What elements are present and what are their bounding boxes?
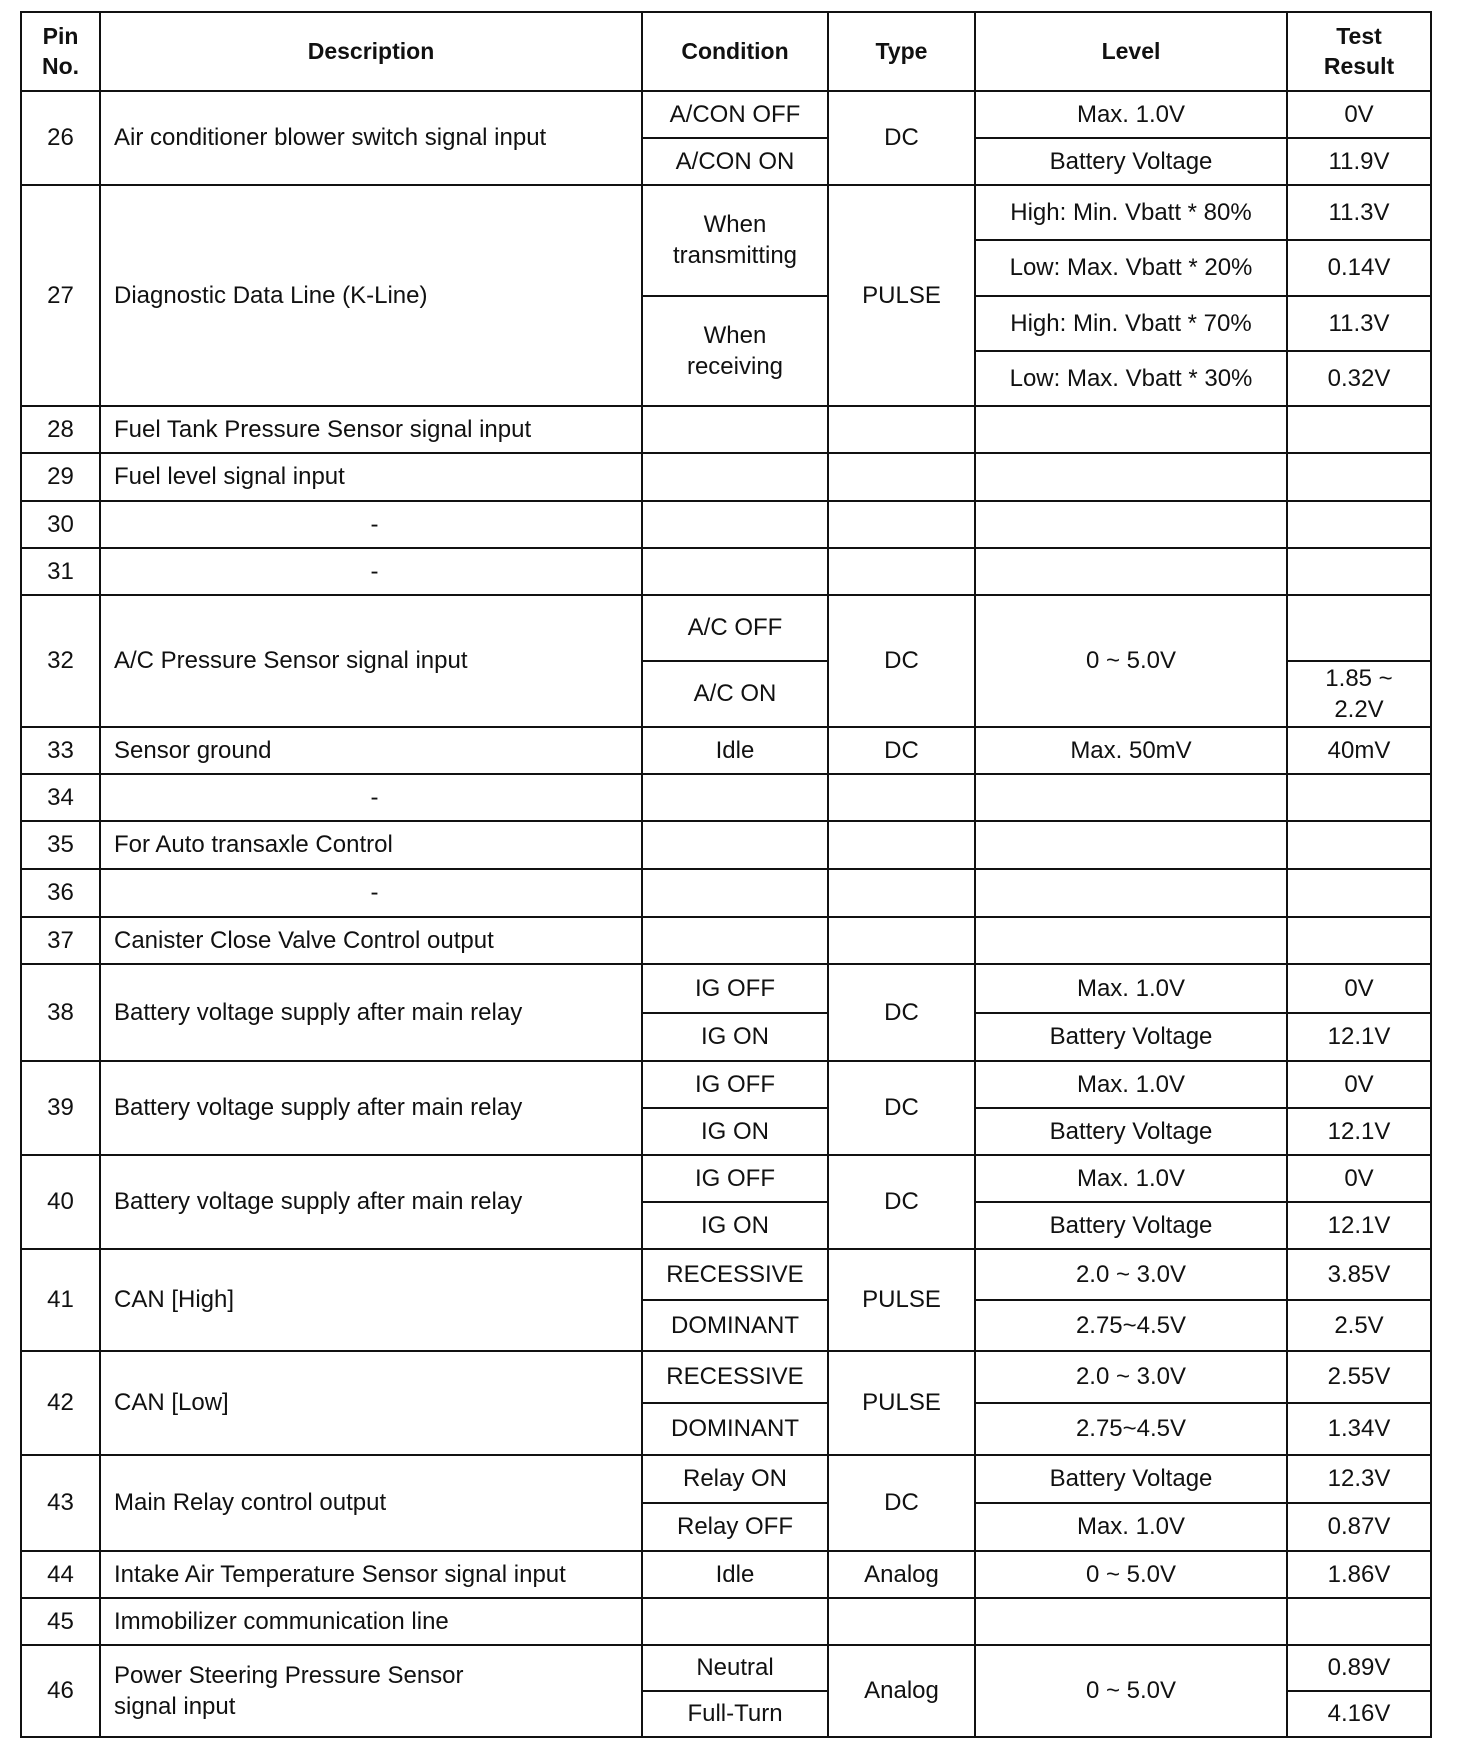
- pin-number: 32: [21, 595, 100, 727]
- condition: RECESSIVE: [642, 1249, 828, 1300]
- test-result: 1.86V: [1287, 1551, 1431, 1598]
- test-result: 4.16V: [1287, 1691, 1431, 1737]
- header-description: Description: [100, 12, 642, 91]
- pin-number: 44: [21, 1551, 100, 1598]
- level: [975, 453, 1287, 501]
- pin-number: 37: [21, 917, 100, 964]
- condition: [642, 548, 828, 595]
- pin-number: 27: [21, 185, 100, 406]
- level: Max. 1.0V: [975, 1503, 1287, 1551]
- condition: DOMINANT: [642, 1300, 828, 1351]
- condition: When receiving: [642, 296, 828, 407]
- test-result: 11.9V: [1287, 138, 1431, 185]
- condition: [642, 453, 828, 501]
- description: Canister Close Valve Control output: [100, 917, 642, 964]
- header-pin: Pin No.: [21, 12, 100, 91]
- type: DC: [828, 727, 975, 774]
- condition: When transmitting: [642, 185, 828, 296]
- description: Air conditioner blower switch signal input: [100, 91, 642, 185]
- table-row: [21, 964, 1431, 1013]
- table-row: [21, 1455, 1431, 1503]
- test-result: [1287, 595, 1431, 661]
- description: Immobilizer communication line: [100, 1598, 642, 1645]
- condition: IG OFF: [642, 1061, 828, 1108]
- test-result: [1287, 406, 1431, 453]
- type: [828, 917, 975, 964]
- table-row: [21, 1351, 1431, 1403]
- level: 0 ~ 5.0V: [975, 595, 1287, 727]
- test-result: 12.1V: [1287, 1013, 1431, 1062]
- test-result: [1287, 869, 1431, 917]
- description: Power Steering Pressure Sensor signal input: [100, 1645, 642, 1737]
- level: Battery Voltage: [975, 1013, 1287, 1062]
- condition: IG ON: [642, 1108, 828, 1155]
- type: DC: [828, 1061, 975, 1155]
- test-result: 2.55V: [1287, 1351, 1431, 1403]
- test-result: 40mV: [1287, 727, 1431, 774]
- table-row: [21, 774, 1431, 821]
- level: High: Min. Vbatt * 70%: [975, 296, 1287, 351]
- test-result: 0V: [1287, 964, 1431, 1013]
- level: 2.0 ~ 3.0V: [975, 1351, 1287, 1403]
- header-result: Test Result: [1287, 12, 1431, 91]
- type: DC: [828, 595, 975, 727]
- table-row: [21, 501, 1431, 548]
- table-row: [21, 1551, 1431, 1598]
- description: For Auto transaxle Control: [100, 821, 642, 869]
- table-row: [21, 917, 1431, 964]
- table-row: [21, 1155, 1431, 1202]
- test-result: 0.32V: [1287, 351, 1431, 406]
- level: 2.75~4.5V: [975, 1300, 1287, 1351]
- condition: Relay OFF: [642, 1503, 828, 1551]
- level: Max. 50mV: [975, 727, 1287, 774]
- condition: A/CON ON: [642, 138, 828, 185]
- description: Sensor ground: [100, 727, 642, 774]
- pin-test-table: [20, 11, 1432, 1738]
- pin-number: 29: [21, 453, 100, 501]
- test-result: 0V: [1287, 1061, 1431, 1108]
- condition: Idle: [642, 1551, 828, 1598]
- level: Max. 1.0V: [975, 964, 1287, 1013]
- type: Analog: [828, 1645, 975, 1737]
- level: [975, 774, 1287, 821]
- pin-number: 41: [21, 1249, 100, 1351]
- table-row: [21, 1598, 1431, 1645]
- condition: [642, 1598, 828, 1645]
- pin-number: 28: [21, 406, 100, 453]
- table-row: [21, 406, 1431, 453]
- type: Analog: [828, 1551, 975, 1598]
- test-result: [1287, 501, 1431, 548]
- test-result: 0.14V: [1287, 240, 1431, 295]
- level: Max. 1.0V: [975, 91, 1287, 138]
- test-result: [1287, 917, 1431, 964]
- test-result: 12.1V: [1287, 1202, 1431, 1249]
- table-row: [21, 548, 1431, 595]
- level: [975, 917, 1287, 964]
- level: High: Min. Vbatt * 80%: [975, 185, 1287, 240]
- table-row: [21, 595, 1431, 661]
- test-result: 0V: [1287, 1155, 1431, 1202]
- table-body: [21, 91, 1431, 1737]
- table-row: [21, 1249, 1431, 1300]
- level: [975, 501, 1287, 548]
- condition: [642, 406, 828, 453]
- type: [828, 501, 975, 548]
- pin-number: 42: [21, 1351, 100, 1455]
- pin-number: 45: [21, 1598, 100, 1645]
- pin-number: 30: [21, 501, 100, 548]
- pin-number: 35: [21, 821, 100, 869]
- level: 2.75~4.5V: [975, 1403, 1287, 1455]
- condition: RECESSIVE: [642, 1351, 828, 1403]
- header-condition: Condition: [642, 12, 828, 91]
- test-result: [1287, 774, 1431, 821]
- description: -: [100, 869, 642, 917]
- type: [828, 406, 975, 453]
- description: Battery voltage supply after main relay: [100, 964, 642, 1061]
- type: [828, 548, 975, 595]
- description: CAN [Low]: [100, 1351, 642, 1455]
- table-row: [21, 727, 1431, 774]
- condition: A/C ON: [642, 661, 828, 727]
- test-result: 11.3V: [1287, 185, 1431, 240]
- level: [975, 1598, 1287, 1645]
- type: DC: [828, 1455, 975, 1551]
- condition: Neutral: [642, 1645, 828, 1691]
- level: Max. 1.0V: [975, 1061, 1287, 1108]
- level: 2.0 ~ 3.0V: [975, 1249, 1287, 1300]
- header-row: [21, 12, 1431, 91]
- description: Fuel Tank Pressure Sensor signal input: [100, 406, 642, 453]
- table-row: [21, 91, 1431, 138]
- table-row: [21, 185, 1431, 240]
- test-result: 12.1V: [1287, 1108, 1431, 1155]
- test-result: 1.34V: [1287, 1403, 1431, 1455]
- description: Battery voltage supply after main relay: [100, 1061, 642, 1155]
- level: [975, 406, 1287, 453]
- type: [828, 869, 975, 917]
- level: Battery Voltage: [975, 1455, 1287, 1503]
- test-result: 0V: [1287, 91, 1431, 138]
- pin-number: 40: [21, 1155, 100, 1249]
- table-row: [21, 821, 1431, 869]
- condition: Full-Turn: [642, 1691, 828, 1737]
- test-result: 3.85V: [1287, 1249, 1431, 1300]
- header-type: Type: [828, 12, 975, 91]
- type: PULSE: [828, 1249, 975, 1351]
- condition: IG ON: [642, 1202, 828, 1249]
- description: CAN [High]: [100, 1249, 642, 1351]
- level: Battery Voltage: [975, 1202, 1287, 1249]
- condition: Relay ON: [642, 1455, 828, 1503]
- type: DC: [828, 91, 975, 185]
- level: 0 ~ 5.0V: [975, 1645, 1287, 1737]
- test-result: [1287, 548, 1431, 595]
- type: PULSE: [828, 1351, 975, 1455]
- condition: IG OFF: [642, 964, 828, 1013]
- description: -: [100, 774, 642, 821]
- test-result: 0.89V: [1287, 1645, 1431, 1691]
- description: -: [100, 548, 642, 595]
- pin-number: 34: [21, 774, 100, 821]
- type: PULSE: [828, 185, 975, 406]
- description: Intake Air Temperature Sensor signal input: [100, 1551, 642, 1598]
- pin-number: 46: [21, 1645, 100, 1737]
- pin-number: 33: [21, 727, 100, 774]
- condition: [642, 774, 828, 821]
- type: [828, 1598, 975, 1645]
- pin-number: 43: [21, 1455, 100, 1551]
- test-result: 0.87V: [1287, 1503, 1431, 1551]
- test-result: 11.3V: [1287, 296, 1431, 351]
- condition: A/C OFF: [642, 595, 828, 661]
- condition: DOMINANT: [642, 1403, 828, 1455]
- test-result: [1287, 453, 1431, 501]
- condition: A/CON OFF: [642, 91, 828, 138]
- pin-number: 26: [21, 91, 100, 185]
- test-result: [1287, 821, 1431, 869]
- description: A/C Pressure Sensor signal input: [100, 595, 642, 727]
- table-row: [21, 1645, 1431, 1691]
- condition: Idle: [642, 727, 828, 774]
- condition: [642, 501, 828, 548]
- test-result: 1.85 ~ 2.2V: [1287, 661, 1431, 727]
- pin-number: 38: [21, 964, 100, 1061]
- description: -: [100, 501, 642, 548]
- condition: [642, 917, 828, 964]
- type: [828, 453, 975, 501]
- level: [975, 548, 1287, 595]
- description: Fuel level signal input: [100, 453, 642, 501]
- level: 0 ~ 5.0V: [975, 1551, 1287, 1598]
- test-result: 2.5V: [1287, 1300, 1431, 1351]
- level: [975, 869, 1287, 917]
- condition: IG ON: [642, 1013, 828, 1062]
- type: [828, 774, 975, 821]
- test-result: [1287, 1598, 1431, 1645]
- level: Battery Voltage: [975, 138, 1287, 185]
- condition: [642, 869, 828, 917]
- type: DC: [828, 1155, 975, 1249]
- table-row: [21, 1061, 1431, 1108]
- level: Low: Max. Vbatt * 30%: [975, 351, 1287, 406]
- type: DC: [828, 964, 975, 1061]
- level: Max. 1.0V: [975, 1155, 1287, 1202]
- condition: IG OFF: [642, 1155, 828, 1202]
- test-result: 12.3V: [1287, 1455, 1431, 1503]
- description: Diagnostic Data Line (K-Line): [100, 185, 642, 406]
- type: [828, 821, 975, 869]
- pin-number: 31: [21, 548, 100, 595]
- pin-number: 36: [21, 869, 100, 917]
- table-row: [21, 453, 1431, 501]
- description: Main Relay control output: [100, 1455, 642, 1551]
- condition: [642, 821, 828, 869]
- level: [975, 821, 1287, 869]
- level: Battery Voltage: [975, 1108, 1287, 1155]
- description: Battery voltage supply after main relay: [100, 1155, 642, 1249]
- pin-number: 39: [21, 1061, 100, 1155]
- table-row: [21, 869, 1431, 917]
- header-level: Level: [975, 12, 1287, 91]
- level: Low: Max. Vbatt * 20%: [975, 240, 1287, 295]
